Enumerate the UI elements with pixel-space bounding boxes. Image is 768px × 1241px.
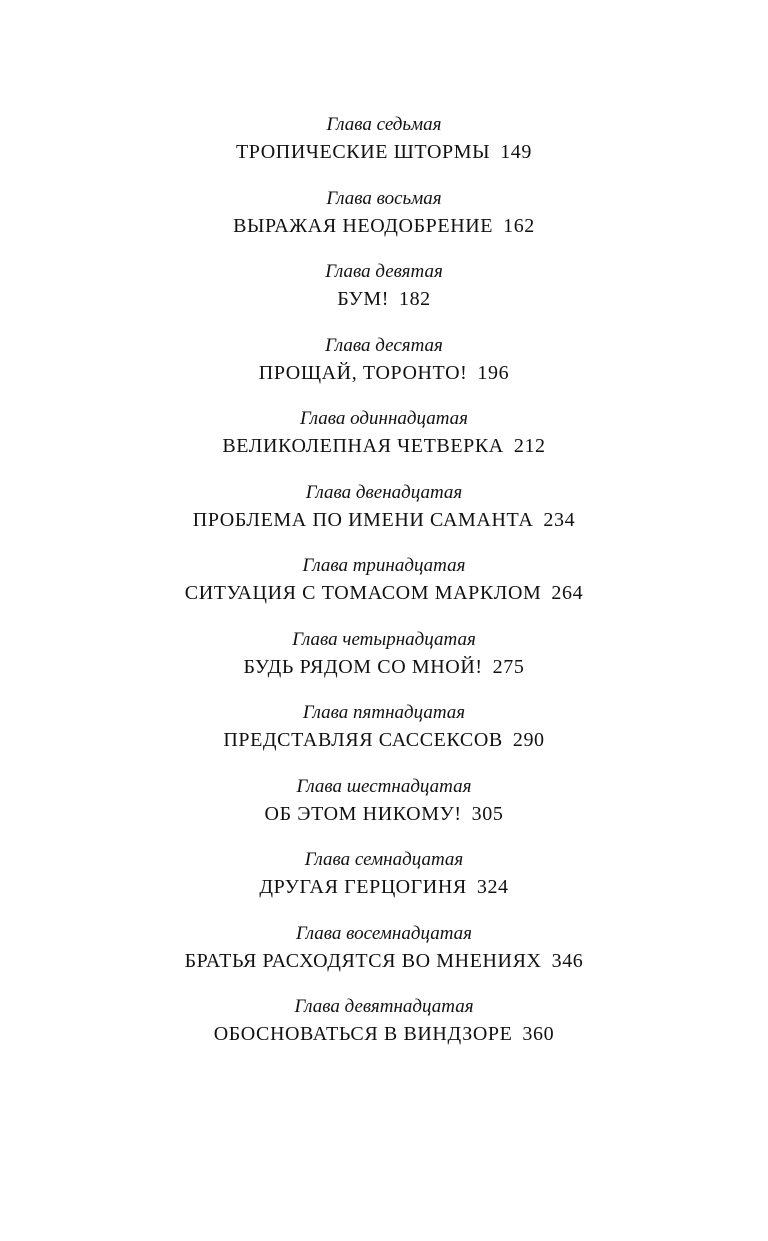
- chapter-line: [0, 138, 768, 166]
- table-of-contents: [0, 112, 768, 1068]
- chapter-page-number: 324: [476, 876, 509, 898]
- chapter-page-number: 149: [500, 141, 532, 163]
- chapter-line: [0, 285, 768, 313]
- chapter-line: [0, 579, 768, 607]
- chapter-label: Глава семнадцатая: [304, 849, 464, 870]
- toc-entry: [0, 480, 768, 554]
- chapter-line: [0, 506, 768, 534]
- chapter-page-number: 196: [477, 361, 510, 384]
- chapter-page-number: 305: [471, 802, 504, 825]
- chapter-page-number: 346: [551, 949, 584, 972]
- chapter-title: ТРОПИЧЕСКИЕ ШТОРМЫ: [235, 141, 491, 163]
- chapter-label: Глава четырнадцатая: [292, 628, 476, 650]
- chapter-title: ДРУГАЯ ГЕРЦОГИНЯ: [259, 876, 467, 898]
- toc-entry: [0, 774, 768, 848]
- chapter-title: ПРОЩАЙ, ТОРОНТО!: [258, 361, 468, 384]
- chapter-title: БУДЬ РЯДОМ СО МНОЙ!: [243, 655, 483, 678]
- chapter-title: ВЫРАЖАЯ НЕОДОБРЕНИЕ: [233, 214, 494, 237]
- toc-entry: [0, 112, 768, 186]
- toc-entry: [0, 700, 768, 774]
- chapter-line: [0, 359, 768, 387]
- chapter-line: [0, 212, 768, 240]
- toc-entry: [0, 259, 768, 333]
- toc-entry: [0, 553, 768, 627]
- chapter-label: Глава девятнадцатая: [294, 996, 474, 1017]
- chapter-line: [0, 947, 768, 975]
- chapter-page-number: 290: [512, 729, 545, 751]
- chapter-line: [0, 800, 768, 828]
- chapter-title: БРАТЬЯ РАСХОДЯТСЯ ВО МНЕНИЯХ: [184, 949, 542, 972]
- chapter-line: [0, 873, 768, 901]
- toc-entry: [0, 627, 768, 701]
- chapter-line: [0, 726, 768, 754]
- toc-entry: [0, 333, 768, 407]
- chapter-title: ОБОСНОВАТЬСЯ В ВИНДЗОРЕ: [213, 1023, 513, 1045]
- chapter-title: ПРОБЛЕМА ПО ИМЕНИ САМАНТА: [192, 508, 534, 531]
- chapter-label: Глава восьмая: [326, 187, 442, 209]
- toc-entry: [0, 186, 768, 260]
- chapter-label: Глава шестнадцатая: [296, 775, 472, 797]
- chapter-line: [0, 653, 768, 681]
- toc-entry: [0, 847, 768, 921]
- toc-entry: [0, 406, 768, 480]
- chapter-page-number: 234: [543, 508, 576, 531]
- chapter-label: Глава десятая: [325, 334, 443, 356]
- chapter-title: ОБ ЭТОМ НИКОМУ!: [264, 802, 462, 825]
- chapter-label: Глава одиннадцатая: [299, 408, 469, 429]
- chapter-title: СИТУАЦИЯ С ТОМАСОМ МАРКЛОМ: [184, 582, 542, 604]
- chapter-page-number: 264: [551, 582, 584, 604]
- chapter-label: Глава тринадцатая: [302, 555, 466, 576]
- chapter-title: ВЕЛИКОЛЕПНАЯ ЧЕТВЕРКА: [222, 435, 504, 457]
- chapter-title: БУМ!: [337, 288, 389, 310]
- chapter-label: Глава двенадцатая: [305, 481, 463, 503]
- chapter-page-number: 182: [398, 288, 431, 310]
- chapter-page-number: 162: [503, 214, 535, 237]
- chapter-page-number: 360: [522, 1023, 555, 1045]
- chapter-line: [0, 432, 768, 460]
- chapter-label: Глава седьмая: [326, 114, 442, 135]
- chapter-page-number: 275: [492, 655, 525, 678]
- chapter-line: [0, 1020, 768, 1048]
- chapter-label: Глава восемнадцатая: [295, 922, 472, 944]
- toc-entry: [0, 921, 768, 995]
- chapter-label: Глава девятая: [325, 261, 443, 282]
- chapter-title: ПРЕДСТАВЛЯЯ САССЕКСОВ: [223, 729, 503, 751]
- chapter-label: Глава пятнадцатая: [302, 702, 466, 723]
- toc-entry: [0, 994, 768, 1068]
- chapter-page-number: 212: [513, 435, 546, 457]
